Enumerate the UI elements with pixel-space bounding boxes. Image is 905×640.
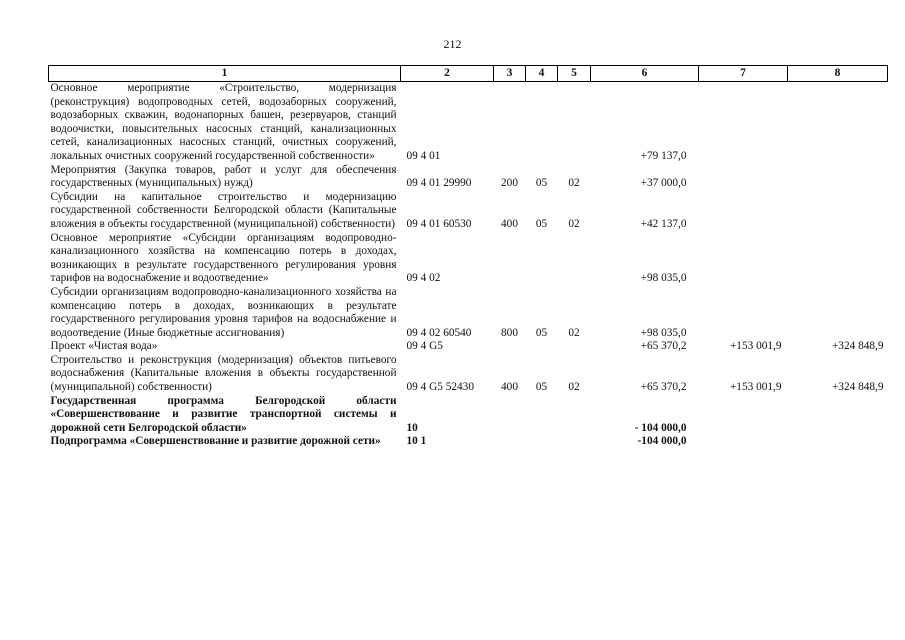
- row-sum-2: [699, 435, 788, 449]
- table-body: [49, 82, 888, 450]
- row-sum-3: [788, 395, 888, 436]
- row-pr: [558, 340, 591, 354]
- row-sum: +79 137,0: [640, 149, 687, 162]
- table-header: [49, 66, 888, 82]
- row-sum-2: [699, 395, 788, 436]
- row-pr: [558, 82, 591, 164]
- row-sum-3: [788, 286, 888, 340]
- row-rz: [526, 82, 558, 164]
- row-name: Подпрограмма «Совершенствование и развитие дорожной сети»: [50, 435, 381, 448]
- row-sum-3: [788, 435, 888, 449]
- row-sum: +37 000,0: [640, 177, 687, 190]
- table-row: [49, 191, 888, 232]
- page-number: 212: [443, 37, 462, 51]
- row-rz: [526, 435, 558, 449]
- row-code: 10 1: [406, 435, 427, 448]
- header-cell: 1: [49, 66, 401, 82]
- table-row: [49, 435, 888, 449]
- row-sum: - 104 000,0: [634, 421, 687, 434]
- row-code: 09 4 G5: [406, 340, 443, 353]
- row-name: Строительство и реконструкция (модернизация) объектов питьевого водоснабжения (Капитальные вложения в объекты государственной (муниципальной) собственности): [50, 353, 397, 394]
- row-pr: 02: [568, 217, 580, 230]
- table-row: [49, 340, 888, 354]
- row-code: 09 4 01: [406, 149, 441, 162]
- row-sum-3: [788, 191, 888, 232]
- row-code: 09 4 G5 52430: [406, 381, 474, 394]
- row-pr: 02: [568, 326, 580, 339]
- row-code: 09 4 01 60530: [406, 217, 472, 230]
- row-name: Субсидии организациям водопроводно-канализационного хозяйства на компенсацию потерь в доходах, возникающих в результате государственного регулирования уровня тарифов на водоснабжение и водоотведение (Иные бюджетные ассигнования): [50, 285, 397, 339]
- row-sum: +65 370,2: [640, 381, 687, 394]
- row-pr: 02: [568, 177, 580, 190]
- table-row: [49, 232, 888, 286]
- table-row: [49, 354, 888, 395]
- row-pr: [558, 232, 591, 286]
- row-pr: [558, 435, 591, 449]
- row-name: Основное мероприятие «Строительство, модернизация (реконструкция) водопроводных сетей, водозаборных сооружений, водозаборных скважин, водонапорных башен, резервуаров, станций водоочистки, повысительных насосных станций, канализационных сетей, канализационных насосных станций, очистных сооружений, локальных очистных сооружений государственной собственности»: [50, 82, 397, 162]
- table-row: [49, 395, 888, 436]
- row-name: Проект «Чистая вода»: [50, 340, 158, 353]
- row-code: 10: [406, 421, 418, 434]
- row-sum: +65 370,2: [640, 340, 687, 353]
- header-cell: 4: [526, 66, 558, 82]
- row-rz: [526, 340, 558, 354]
- row-sum-2: [699, 164, 788, 191]
- row-pr: [558, 395, 591, 436]
- header-cell: 7: [699, 66, 788, 82]
- row-rz: 05: [535, 326, 548, 339]
- row-code: 09 4 01 29990: [406, 177, 472, 190]
- row-rz: 05: [535, 177, 548, 190]
- row-vr: 400: [501, 381, 518, 394]
- header-row: [49, 66, 888, 82]
- table-row: [49, 286, 888, 340]
- row-sum-2: +153 001,9: [729, 381, 782, 394]
- row-sum-2: [699, 286, 788, 340]
- budget-table: [48, 65, 888, 449]
- row-vr: [494, 395, 526, 436]
- header-cell: 8: [788, 66, 888, 82]
- row-name: Государственная программа Белгородской области «Совершенствование и развитие транспортной системы и дорожной сети Белгородской области»: [50, 394, 397, 434]
- row-sum-3: [788, 82, 888, 164]
- row-pr: 02: [568, 381, 580, 394]
- row-vr: [494, 232, 526, 286]
- row-sum-2: [699, 232, 788, 286]
- header-cell: 5: [558, 66, 591, 82]
- row-sum: -104 000,0: [637, 435, 687, 448]
- row-sum: +98 035,0: [640, 326, 687, 339]
- header-cell: 3: [494, 66, 526, 82]
- row-name: Мероприятия (Закупка товаров, работ и услуг для обеспечения государственных (муниципальных) нужд): [50, 163, 397, 190]
- row-vr: [494, 340, 526, 354]
- row-sum-3: +324 848,9: [831, 340, 884, 353]
- row-sum-2: [699, 82, 788, 164]
- row-rz: 05: [535, 217, 548, 230]
- row-vr: 800: [501, 326, 518, 339]
- row-rz: 05: [535, 381, 548, 394]
- row-rz: [526, 232, 558, 286]
- row-code: 09 4 02: [406, 272, 441, 285]
- row-rz: [526, 395, 558, 436]
- row-vr: [494, 435, 526, 449]
- header-cell: 6: [591, 66, 699, 82]
- row-sum-2: +153 001,9: [729, 340, 782, 353]
- row-sum-2: [699, 191, 788, 232]
- row-sum-3: +324 848,9: [831, 381, 884, 394]
- row-vr: 200: [501, 177, 518, 190]
- row-code: 09 4 02 60540: [406, 326, 472, 339]
- header-cell: 2: [401, 66, 494, 82]
- row-sum: +98 035,0: [640, 272, 687, 285]
- row-sum-3: [788, 164, 888, 191]
- row-vr: 400: [501, 217, 518, 230]
- table-row: [49, 82, 888, 164]
- row-vr: [494, 82, 526, 164]
- row-name: Субсидии на капитальное строительство и модернизацию государственной собственности Белгородской области (Капитальные вложения в объекты государственной (муниципальной) собственности): [50, 190, 397, 230]
- row-sum: +42 137,0: [640, 217, 687, 230]
- table-row: [49, 164, 888, 191]
- row-sum-3: [788, 232, 888, 286]
- row-name: Основное мероприятие «Субсидии организациям водопроводно-канализационного хозяйства на компенсацию потерь в доходах, возникающих в результате государственного регулирования уровня тарифов на водоснабжение и водоотведение»: [50, 231, 397, 285]
